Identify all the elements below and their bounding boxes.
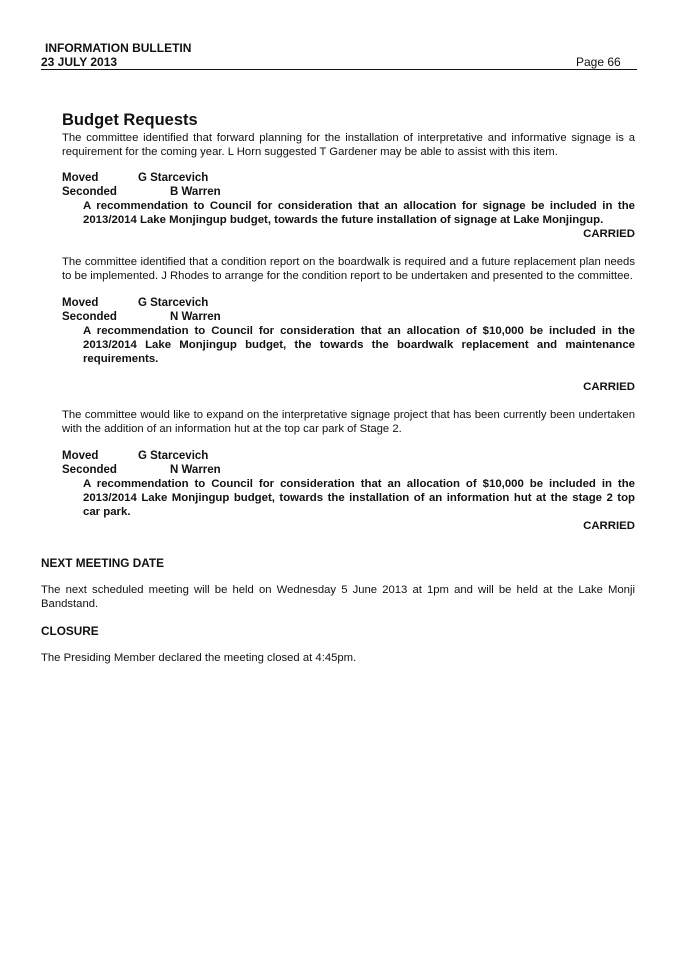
spacer [62, 366, 635, 380]
next-meeting-heading: NEXT MEETING DATE [41, 556, 164, 570]
closure-section [41, 624, 635, 665]
page-number: Page 66 [576, 55, 621, 69]
motion-signage [62, 171, 635, 241]
seconded-label: Seconded [62, 464, 117, 476]
seconded-label: Seconded [62, 186, 117, 198]
next-meeting-text: The next scheduled meeting will be held on Wednesday 5 June 2013 at 1pm and will be held at the Lake Monji Bandstand. [41, 584, 635, 610]
bulletin-date: 23 JULY 2013 [41, 55, 118, 69]
recommendation-text: A recommendation to Council for consideration that an allocation for signage be included in the 2013/2014 Lake Monjingup budget, towards the future installation of signage at Lake Monjingup. [83, 200, 635, 226]
moved-row [62, 296, 635, 310]
closure-heading: CLOSURE [41, 624, 99, 638]
seconded-row [62, 310, 635, 324]
seconded-label: Seconded [62, 311, 117, 323]
motion-result: CARRIED [583, 381, 635, 393]
budget-requests-section [62, 110, 635, 533]
recommendation-text: A recommendation to Council for consideration that an allocation of $10,000 be included in the 2013/2014 Lake Monjingup budget, the towards the boardwalk replacement and maintenance requirements. [83, 325, 635, 365]
seconded-name: B Warren [170, 186, 221, 198]
intro-paragraph: The committee identified that forward planning for the installation of interpretative and informative signage is a requirement for the coming year. L Horn suggested T Gardener may be able to assist with this item. [62, 132, 635, 158]
moved-label: Moved [62, 450, 99, 462]
motion-result: CARRIED [583, 228, 635, 240]
recommendation-text: A recommendation to Council for consideration that an allocation of $10,000 be included in the 2013/2014 Lake Monjingup budget, towards the installation of an information hut at the stage 2 top car park. [83, 478, 635, 518]
next-meeting-section [41, 556, 635, 611]
moved-name: G Starcevich [138, 172, 209, 184]
section-heading: Budget Requests [62, 111, 198, 129]
moved-label: Moved [62, 172, 99, 184]
seconded-name: N Warren [170, 464, 221, 476]
closure-text: The Presiding Member declared the meeting closed at 4:45pm. [41, 652, 357, 664]
seconded-row [62, 463, 635, 477]
seconded-name: N Warren [170, 311, 221, 323]
motion-info-hut [62, 449, 635, 533]
moved-row [62, 171, 635, 185]
motion-result: CARRIED [583, 520, 635, 532]
moved-name: G Starcevich [138, 297, 209, 309]
boardwalk-paragraph: The committee identified that a condition report on the boardwalk is required and a future replacement plan needs to be implemented. J Rhodes to arrange for the condition report to be undertaken and presented to the committee. [62, 256, 635, 282]
moved-label: Moved [62, 297, 99, 309]
header-divider [41, 69, 637, 70]
moved-row [62, 449, 635, 463]
bulletin-title: INFORMATION BULLETIN [45, 41, 192, 55]
motion-boardwalk [62, 296, 635, 394]
moved-name: G Starcevich [138, 450, 209, 462]
seconded-row [62, 185, 635, 199]
info-hut-paragraph: The committee would like to expand on the interpretative signage project that has been currently been undertaken with the addition of an information hut at the top car park of Stage 2. [62, 409, 635, 435]
